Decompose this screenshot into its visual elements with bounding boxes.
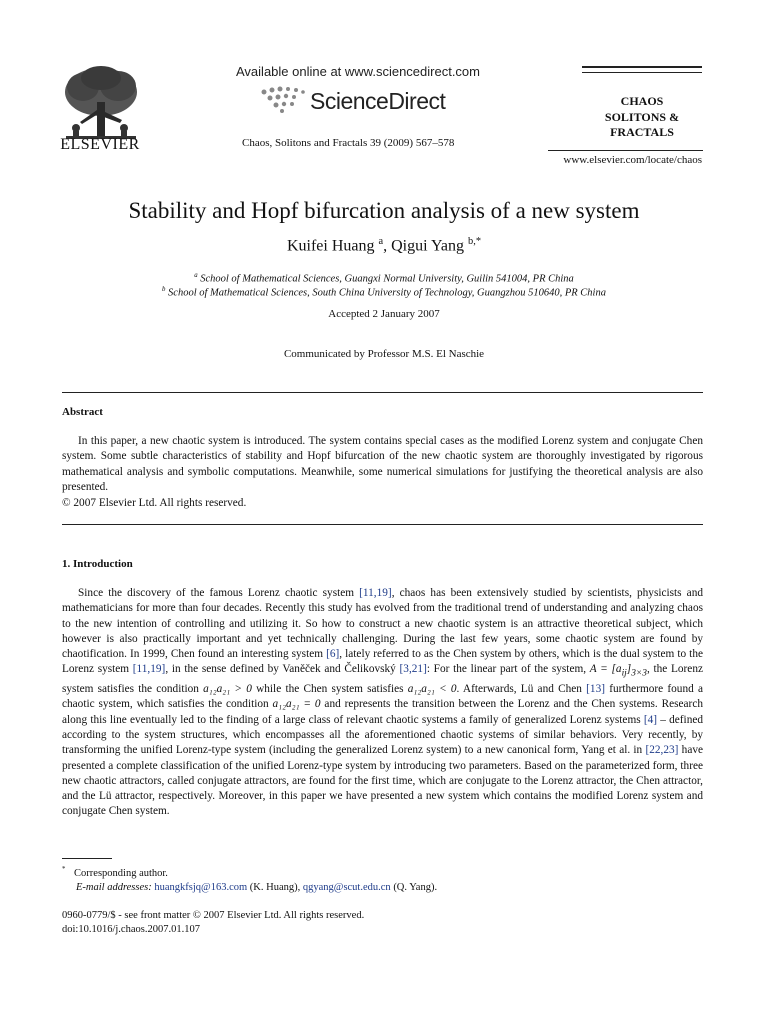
affiliation-marker[interactable]: a xyxy=(378,236,384,247)
footnote-text: Corresponding author. xyxy=(74,867,168,879)
footnote-marker: * xyxy=(62,866,66,873)
email-link[interactable]: qgyang@scut.edu.cn xyxy=(302,882,391,893)
math-expression: a₁₂a₂₁ = 0 xyxy=(272,698,321,711)
abstract-text: In this paper, a new chaotic system is introduced. The system contains special cases as the modified Lorenz system and conjugate Chen system. Some subtle characteristics of stability and Hopf bifurcation of the new chaotic system are thoroughly investigated by rigorous mathematical analysis and symbolic computations. Meanwhile, some numerical simulations for justifying the theoretical analysis are also presented. xyxy=(62,435,703,493)
header-rule xyxy=(548,150,703,151)
affiliation-text: School of Mathematical Sciences, Guangxi Normal University, Guilin 541004, PR China xyxy=(200,273,574,285)
math-expression: $A = [a_{ij}]_{3\times 3}$ xyxy=(589,663,647,679)
affiliation-marker[interactable]: b,* xyxy=(468,236,482,247)
affiliation-b xyxy=(0,286,768,299)
abstract-copyright: © 2007 Elsevier Ltd. All rights reserved. xyxy=(62,497,247,509)
citation-link[interactable]: [6] xyxy=(326,648,340,661)
sciencedirect-dots-icon xyxy=(258,86,308,114)
journal-name-subtitle: SOLITONS & FRACTALS xyxy=(604,110,680,139)
affiliation-label: a xyxy=(194,272,198,279)
doi-line: doi:10.1016/j.chaos.2007.01.107 xyxy=(62,924,200,935)
corresponding-author-note xyxy=(62,866,168,879)
intro-paragraph: Since the discovery of the famous Lorenz chaotic system [11,19], chaos has been extensively studied by scientists, physicists and mathematicians for more than four decades. Recently this study has evolved from the traditional trend of understanding and analyzing chaos to the new intention of controlling and utilizing it. So how to construct a new chaotic system is an attractive theoretical subject, which however is also practically important and yet technically challenging. During the last few years, some chaotic system are found by chaotification. In 1999, Chen found an interesting system [6], lately referred to as the Chen system by others, which is the dual system to the Lorenz system [11,19], in the sense defined by Vaněček and Čelikovský [3,21]: For the linear part of the system, $A = [a_{ij}]_{3\times 3}$, the Lorenz system satisfies the condition a₁₂a₂₁ > 0 while the Chen system satisfies a₁₂a₂₁ < 0. Afterwards, Lü and Chen [13] furthermore found a chaotic system, which satisfies the condition a₁₂a₂₁ = 0 and represents the transition between the Lorenz and the Chen systems. Research along this line eventually led to the finding of a large class of relevant chaotic systems a family of generalized Lorenz systems [4] – defined according to the system structures, which encompasses all the aforementioned chaotic systems of similar behaviors. Very recently, by transforming the unified Lorenz-type system (including the generalized Lorenz system) to a new canonical form, Yang et al. in [22,23] have presented a complete classification of the unified Lorenz-type system by introducing two parameters. Based on the parameterized form, three new chaotic attractors, called conjugate attractors, are found for the first time, which are conjugate to the Lorenz attractor, the Chen attractor, and the Lü attractor, respectively. Moreover, in this paper we have presented a new system which contains the modified Lorenz system and conjugate Chen system. xyxy=(62,587,704,818)
author-name: Qigui Yang xyxy=(391,237,465,255)
journal-name: CHAOS xyxy=(620,94,664,108)
affiliation-text: School of Mathematical Sciences, South China University of Technology, Guangzhou 510640, PR China xyxy=(168,287,606,299)
citation-link[interactable]: [4] xyxy=(643,713,658,726)
math-expression: a₁₂a₂₁ < 0 xyxy=(407,683,457,696)
accepted-date: Accepted 2 January 2007 xyxy=(328,308,440,320)
email-addresses: E-mail addresses: huangkfsjq@163.com (K. Huang), qgyang@scut.edu.cn (Q. Yang). xyxy=(76,882,438,893)
sciencedirect-logo-text: ScienceDirect xyxy=(310,88,446,114)
math-expression: a₁₂a₂₁ > 0 xyxy=(203,683,252,696)
communicated-by: Communicated by Professor M.S. El Naschie xyxy=(283,348,485,360)
author-name: Kuifei Huang xyxy=(286,237,375,255)
header-rule xyxy=(582,66,702,68)
section-divider xyxy=(62,392,703,393)
publisher-name: ELSEVIER xyxy=(60,136,140,153)
author-list xyxy=(0,236,768,255)
section-divider xyxy=(62,524,703,525)
citation-link[interactable]: [22,23] xyxy=(645,744,679,757)
section-heading: 1. Introduction xyxy=(62,558,133,570)
citation-link[interactable]: [11,19] xyxy=(359,587,392,599)
journal-website: www.elsevier.com/locate/chaos xyxy=(563,154,702,166)
author-separator: , xyxy=(383,237,392,255)
header-rule xyxy=(582,72,702,73)
article-title: Stability and Hopf bifurcation analysis of a new system xyxy=(128,198,640,223)
citation-link[interactable]: [3,21] xyxy=(399,663,427,676)
email-link[interactable]: huangkfsjq@163.com xyxy=(154,882,248,893)
abstract-heading: Abstract xyxy=(62,406,103,418)
affiliation-label: b xyxy=(162,286,166,293)
footnote-rule xyxy=(62,858,112,859)
available-online-text: Available online at www.sciencedirect.com xyxy=(236,64,480,79)
citation-link[interactable]: [13] xyxy=(586,683,605,696)
journal-reference: Chaos, Solitons and Fractals 39 (2009) 567–578 xyxy=(242,137,455,149)
email-label: E-mail addresses: xyxy=(76,882,152,893)
issn-line: 0960-0779/$ - see front matter © 2007 Elsevier Ltd. All rights reserved. xyxy=(62,910,365,921)
affiliation-a xyxy=(0,272,768,285)
citation-link[interactable]: [11,19] xyxy=(132,663,166,676)
